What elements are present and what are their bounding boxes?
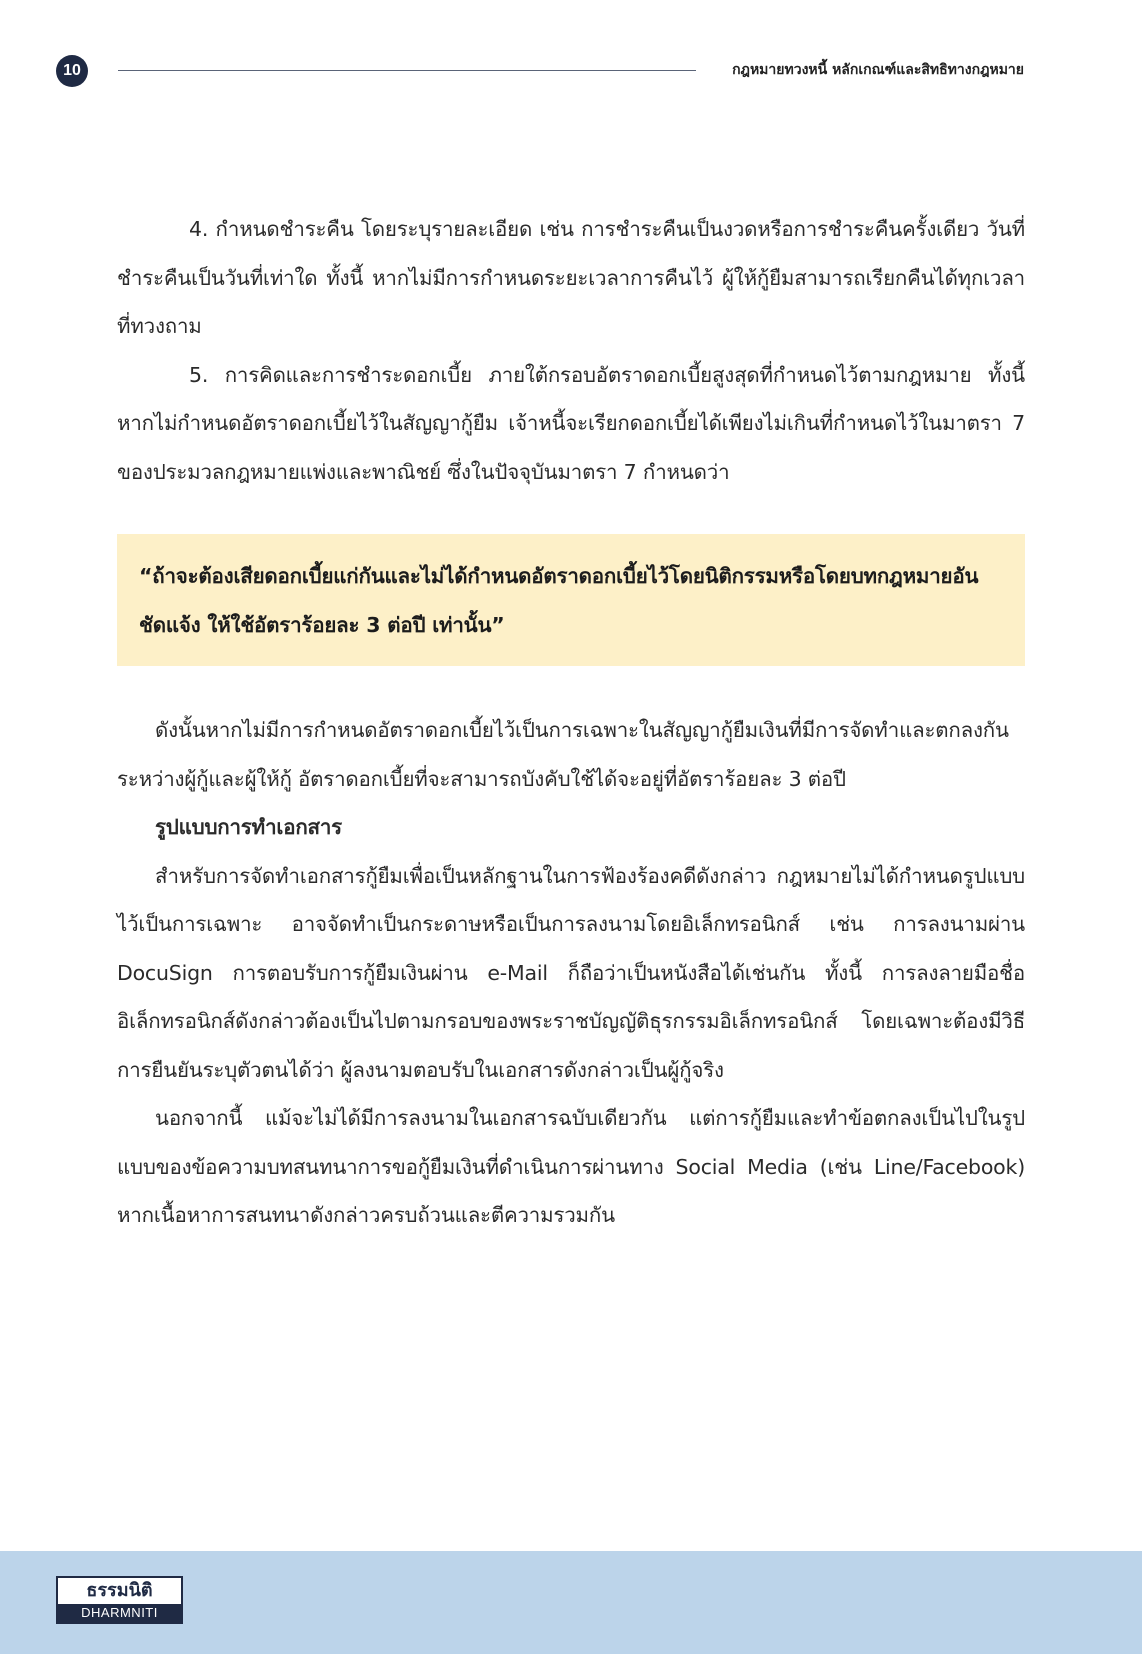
statute-quote: “ถ้าจะต้องเสียดอกเบี้ยแก่กันและไม่ได้กำหนดอัตราดอกเบี้ยไว้โดยนิติกรรมหรือโดยบทกฎหมายอันชัดแจ้ง ให้ใช้อัตราร้อยละ 3 ต่อปี เท่านั้น” — [139, 564, 979, 637]
statute-quote-box — [117, 534, 1025, 666]
section-heading-document-form: รูปแบบการทำเอกสาร — [155, 815, 342, 839]
paragraph-item-5: 5. การคิดและการชำระดอกเบี้ย ภายใต้กรอบอัตราดอกเบี้ยสูงสุดที่กำหนดไว้ตามกฎหมาย ทั้งนี้ หากไม่กำหนดอัตราดอกเบี้ยไว้ในสัญญากู้ยืม เจ้าหนี้จะเรียกดอกเบี้ยได้เพียงไม่เกินที่กำหนดไว้ในมาตรา 7 ของประมวลกฎหมายแพ่งและพาณิชย์ ซึ่งในปัจจุบันมาตรา 7 กำหนดว่า — [117, 362, 1025, 484]
running-title: กฎหมายทวงหนี้ หลักเกณฑ์และสิทธิทางกฎหมาย — [732, 62, 1024, 78]
publisher-logo — [56, 1576, 183, 1624]
logo-thai-text: ธรรมนิติ — [86, 1580, 153, 1601]
paragraph-document-form: สำหรับการจัดทำเอกสารกู้ยืมเพื่อเป็นหลักฐานในการฟ้องร้องคดีดังกล่าว กฎหมายไม่ได้กำหนดรูปแบบไว้เป็นการเฉพาะ อาจจัดทำเป็นกระดาษหรือเป็นการลงนามโดยอิเล็กทรอนิกส์ เช่น การลงนามผ่าน DocuSign การตอบรับการกู้ยืมเงินผ่าน e-Mail ก็ถือว่าเป็นหนังสือได้เช่นกัน ทั้งนี้ การลงลายมือชื่ออิเล็กทรอนิกส์ดังกล่าวต้องเป็นไปตามกรอบของพระราชบัญญัติธุรกรรมอิเล็กทรอนิกส์ โดยเฉพาะต้องมีวิธีการยืนยันระบุตัวตนได้ว่า ผู้ลงนามตอบรับในเอกสารดังกล่าวเป็นผู้กู้จริง — [117, 863, 1025, 1082]
page-number: 10 — [56, 55, 88, 87]
logo-latin-text: DHARMNITI — [58, 1604, 181, 1622]
paragraph-social-media: นอกจากนี้ แม้จะไม่ได้มีการลงนามในเอกสารฉบับเดียวกัน แต่การกู้ยืมและทำข้อตกลงเป็นไปในรูปแบบของข้อความบทสนทนาการขอกู้ยืมเงินที่ดำเนินการผ่านทาง Social Media (เช่น Line/Facebook) หากเนื้อหาการสนทนาดังกล่าวครบถ้วนและตีความรวมกัน — [117, 1106, 1025, 1227]
page-body — [117, 205, 1025, 1240]
paragraph-item-4: 4. กำหนดชำระคืน โดยระบุรายละเอียด เช่น การชำระคืนเป็นงวดหรือการชำระคืนครั้งเดียว วันที่ชำระคืนเป็นวันที่เท่าใด ทั้งนี้ หากไม่มีการกำหนดระยะเวลาการคืนไว้ ผู้ให้กู้ยืมสามารถเรียกคืนได้ทุกเวลาที่ทวงถาม — [117, 217, 1025, 338]
header-divider — [118, 70, 696, 71]
paragraph-after-quote: ดังนั้นหากไม่มีการกำหนดอัตราดอกเบี้ยไว้เป็นการเฉพาะในสัญญากู้ยืมเงินที่มีการจัดทำและตกลงกันระหว่างผู้กู้และผู้ให้กู้ อัตราดอกเบี้ยที่จะสามารถบังคับใช้ได้จะอยู่ที่อัตราร้อยละ 3 ต่อปี — [117, 718, 1009, 791]
